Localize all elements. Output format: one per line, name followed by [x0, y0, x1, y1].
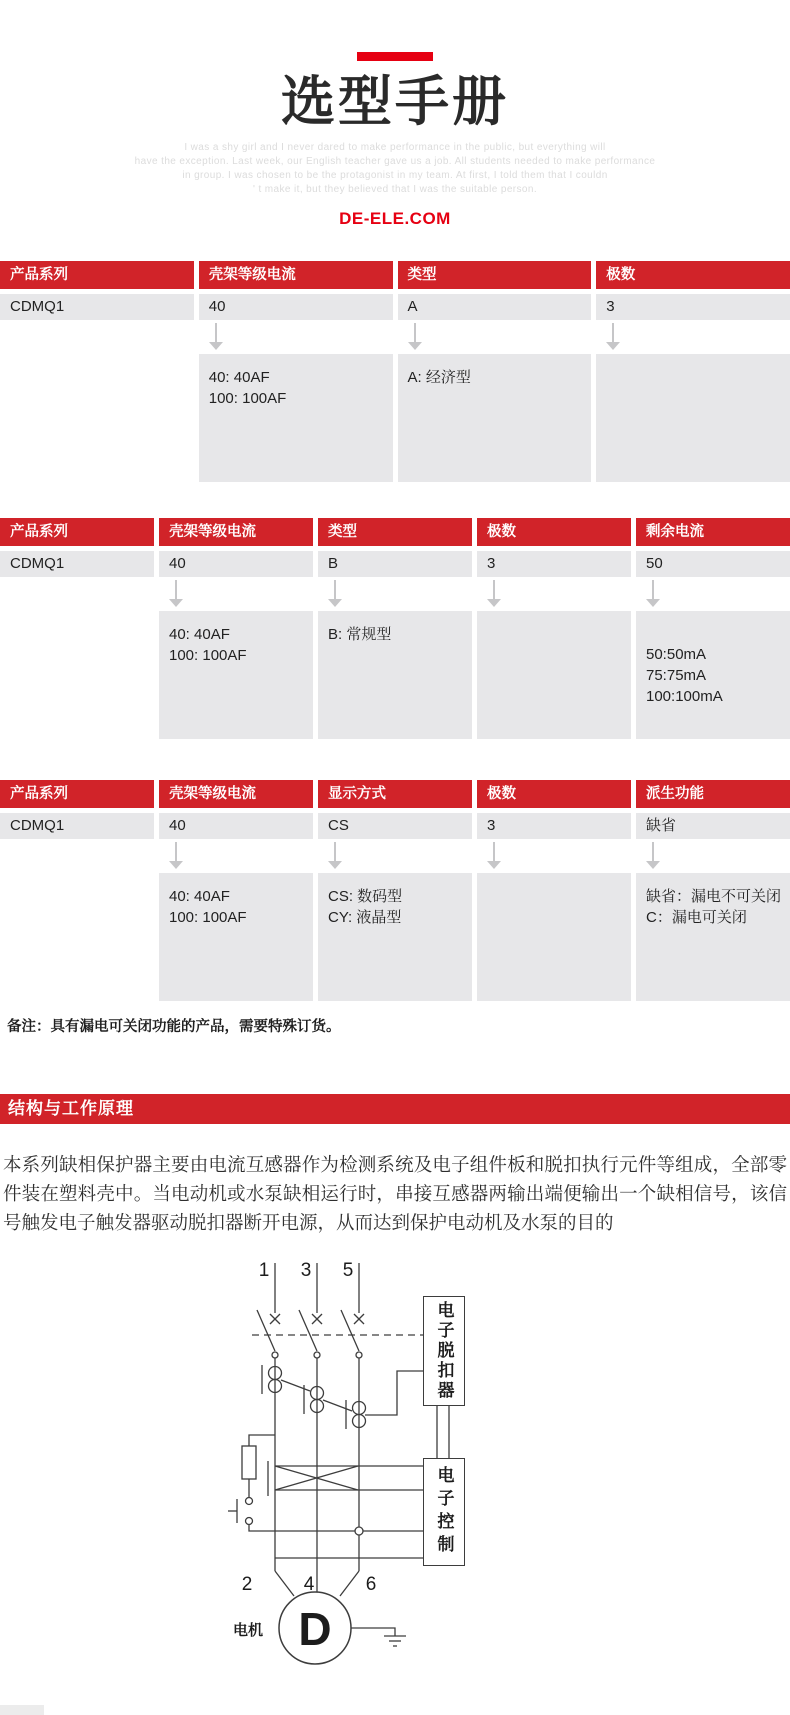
motor-letter: D [298, 1603, 332, 1656]
arrow-zone [0, 577, 154, 611]
note-line: 100: 100AF [208, 390, 287, 408]
note-line: 40: 40AF [208, 369, 270, 387]
note-box [318, 611, 472, 739]
arrow-zone [477, 577, 631, 611]
arrow-zone [0, 320, 194, 354]
column-header: 极数 [477, 780, 631, 808]
arrow-down-icon [169, 842, 183, 869]
column-header: 极数 [596, 261, 790, 289]
arrow-down-icon [328, 842, 342, 869]
arrow-zone [398, 320, 592, 354]
watermark-line: I was a shy girl and I never dared to make performance in the public, but everything will [184, 142, 606, 154]
table-column [596, 261, 790, 482]
arrow-down-icon [606, 323, 620, 350]
note-box [636, 873, 790, 1001]
table-column [636, 780, 790, 1001]
arrow-zone [477, 839, 631, 873]
table-column [318, 518, 472, 739]
column-value: 40 [159, 813, 313, 839]
column-header: 产品系列 [0, 261, 194, 289]
note-line: 缺省：漏电不可关闭 [646, 888, 782, 906]
table-column [477, 780, 631, 1001]
arrow-zone [318, 577, 472, 611]
column-value: 3 [596, 294, 790, 320]
note-line: 100: 100AF [169, 909, 247, 927]
note-line: CS: 数码型 [328, 888, 403, 906]
column-value: 缺省 [636, 813, 790, 839]
column-header: 类型 [398, 261, 592, 289]
note-line: CY: 液晶型 [328, 909, 402, 927]
table-column [398, 261, 592, 482]
note-box [596, 354, 790, 482]
note-line: 100:100mA [646, 688, 723, 706]
selection-table [0, 261, 790, 482]
brand-site-label: DE-ELE.COM [339, 209, 451, 229]
watermark-line: ' t make it, but they believed that I was the suitable person. [252, 184, 538, 196]
terminal-label-bottom: 2 [241, 1574, 253, 1596]
terminal-label-top: 1 [258, 1260, 270, 1282]
page-title: 选型手册 [281, 72, 509, 132]
trip-coil-icon [268, 1461, 358, 1496]
table-column [636, 518, 790, 739]
column-value: 50 [636, 551, 790, 577]
table-column [318, 780, 472, 1001]
note-box [636, 611, 790, 739]
arrow-down-icon [646, 842, 660, 869]
table-column [0, 518, 154, 739]
control-unit-box: 电子控制 [423, 1458, 465, 1566]
column-value: CDMQ1 [0, 813, 154, 839]
section-paragraph: 本系列缺相保护器主要由电流互感器作为检测系统及电子组件板和脱扣执行元件等组成，全部零件装在塑料壳中。当电动机或水泵缺相运行时，串接互感器两输出端便输出一个缺相信号，该信号触发电子触发器驱动脱扣器断开电源，从而达到保护电动机及水泵的目的 [3, 1154, 787, 1234]
watermark-line: in group. I was chosen to be the protagonist in my team. At first, I told them that I couldn [182, 170, 608, 182]
current-transformer-icon [262, 1365, 366, 1429]
column-header: 壳架等级电流 [199, 261, 393, 289]
column-value: CDMQ1 [0, 551, 154, 577]
arrow-down-icon [328, 580, 342, 607]
watermark-text [0, 141, 790, 197]
arrow-zone [159, 839, 313, 873]
selection-table [0, 518, 790, 739]
circuit-diagram [190, 1253, 490, 1673]
note-line: 75:75mA [646, 667, 707, 685]
arrow-zone [636, 577, 790, 611]
column-value: B [318, 551, 472, 577]
resistor-icon [242, 1446, 256, 1479]
breaker-x-icon [270, 1314, 364, 1324]
arrow-down-icon [408, 323, 422, 350]
column-header: 派生功能 [636, 780, 790, 808]
column-value: 40 [199, 294, 393, 320]
note-line: 40: 40AF [169, 888, 230, 906]
column-value: A [398, 294, 592, 320]
table-column [0, 780, 154, 1001]
page-header [0, 0, 790, 229]
arrow-zone [636, 839, 790, 873]
trip-unit-box: 电子脱扣器 [423, 1296, 465, 1406]
table-column [199, 261, 393, 482]
note-box [318, 873, 472, 1001]
note-line: A: 经济型 [407, 369, 471, 387]
ground-icon [351, 1628, 406, 1646]
note-line: C：漏电可关闭 [646, 909, 747, 927]
arrow-zone [596, 320, 790, 354]
note-box [159, 611, 313, 739]
arrow-down-icon [169, 580, 183, 607]
terminal-label-bottom: 4 [303, 1574, 315, 1596]
column-header: 显示方式 [318, 780, 472, 808]
arrow-down-icon [209, 323, 223, 350]
arrow-down-icon [487, 842, 501, 869]
column-header: 极数 [477, 518, 631, 546]
terminal-label-top: 5 [342, 1260, 354, 1282]
table-column [159, 518, 313, 739]
column-value: CS [318, 813, 472, 839]
column-header: 产品系列 [0, 518, 154, 546]
note-box [477, 611, 631, 739]
page-bottom-artifact [0, 1705, 44, 1715]
column-value: 3 [477, 551, 631, 577]
column-header: 剩余电流 [636, 518, 790, 546]
column-value: CDMQ1 [0, 294, 194, 320]
arrow-zone [199, 320, 393, 354]
arrow-zone [318, 839, 472, 873]
note-box [199, 354, 393, 482]
table-column [159, 780, 313, 1001]
section-title-bar: 结构与工作原理 [0, 1094, 790, 1124]
selection-tables [0, 261, 790, 1001]
red-dash-decoration [357, 52, 433, 61]
arrow-zone [0, 839, 154, 873]
note-line: 100: 100AF [169, 647, 247, 665]
arrow-zone [159, 577, 313, 611]
watermark-line: have the exception. Last week, our English teacher gave us a job. All students needed to make performance [134, 156, 656, 168]
junction-node [355, 1527, 363, 1535]
remark-note: 备注：具有漏电可关闭功能的产品，需要特殊订货。 [7, 1019, 341, 1036]
arrow-down-icon [646, 580, 660, 607]
column-header: 壳架等级电流 [159, 518, 313, 546]
test-button-icon [228, 1479, 253, 1525]
column-value: 40 [159, 551, 313, 577]
selection-table [0, 780, 790, 1001]
column-header: 产品系列 [0, 780, 154, 808]
column-value: 3 [477, 813, 631, 839]
terminal-label-top: 3 [300, 1260, 312, 1282]
note-box [477, 873, 631, 1001]
note-box [159, 873, 313, 1001]
column-header: 壳架等级电流 [159, 780, 313, 808]
arrow-down-icon [487, 580, 501, 607]
table-column [477, 518, 631, 739]
table-column [0, 261, 194, 482]
note-line: 40: 40AF [169, 626, 230, 644]
motor-label: 电机 [232, 1622, 264, 1640]
note-line: 50:50mA [646, 646, 707, 664]
terminal-label-bottom: 6 [365, 1574, 377, 1596]
column-header: 类型 [318, 518, 472, 546]
note-line: B: 常规型 [328, 626, 392, 644]
note-box [398, 354, 592, 482]
